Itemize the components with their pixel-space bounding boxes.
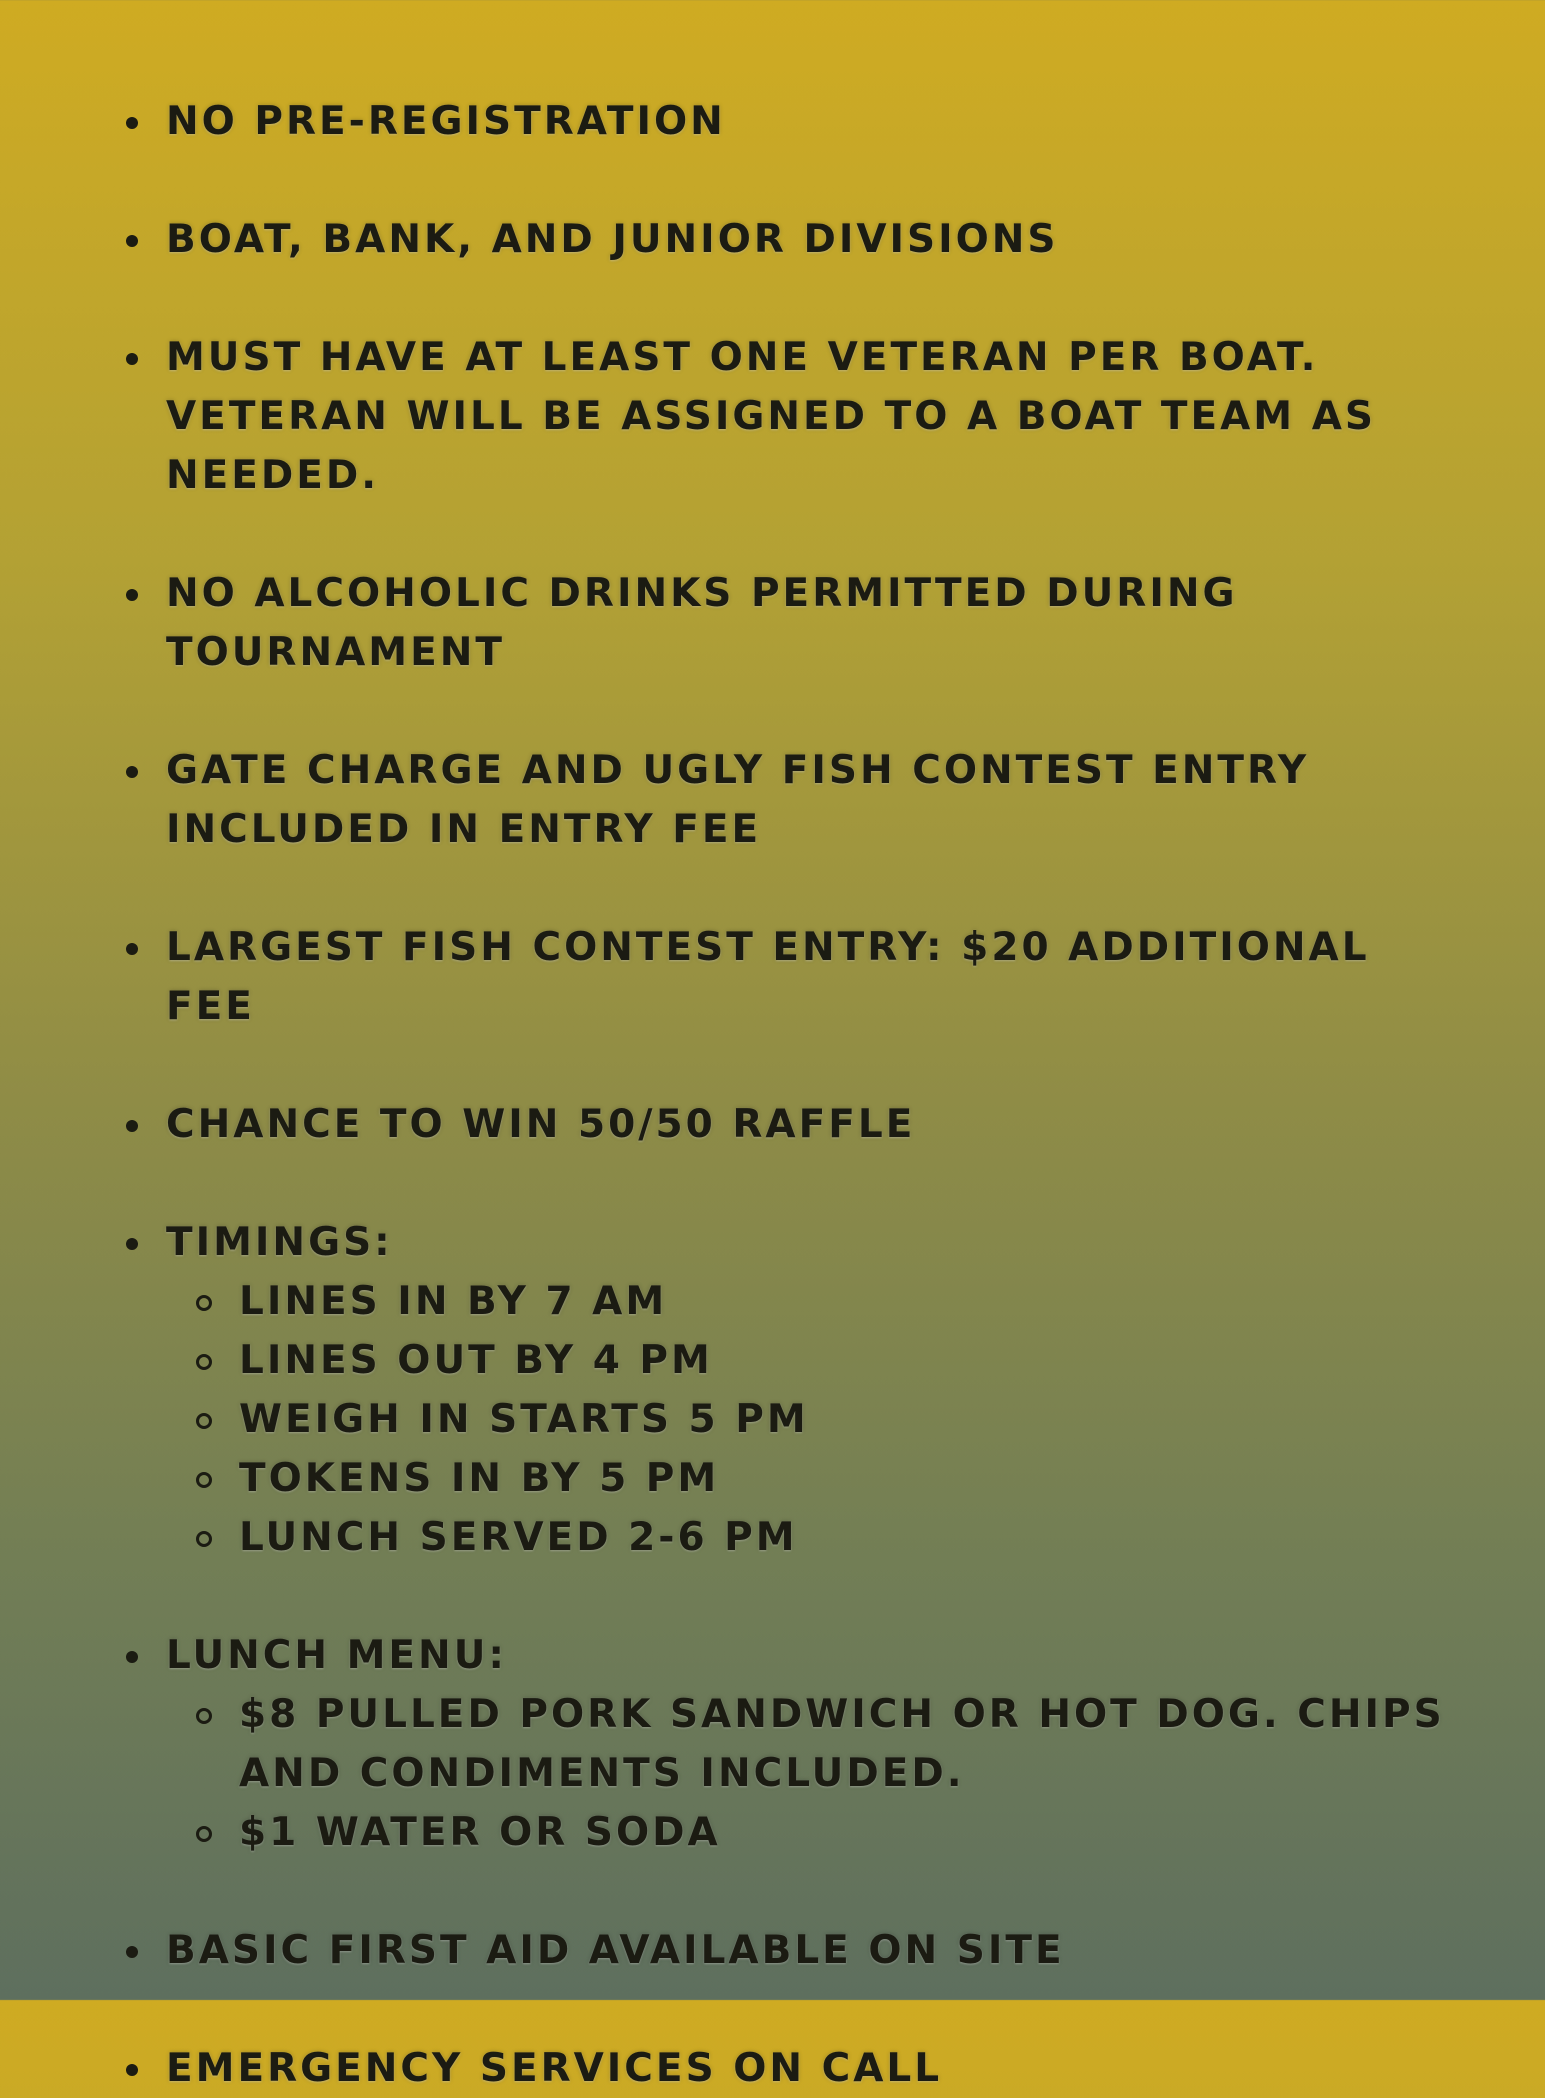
lunch-menu-item bbox=[122, 1626, 1465, 1862]
lunch-menu-list bbox=[166, 1685, 1465, 1862]
lunch-menu-label: LUNCH MENU: bbox=[166, 1633, 507, 1678]
timing-text: WEIGH IN STARTS 5 PM bbox=[239, 1397, 809, 1442]
rule-item bbox=[122, 564, 1465, 682]
rule-text: BASIC FIRST AID AVAILABLE ON SITE bbox=[166, 1928, 1065, 1973]
rule-text: LARGEST FISH CONTEST ENTRY: $20 ADDITIONAL FEE bbox=[166, 925, 1370, 1029]
rule-item bbox=[122, 1921, 1465, 1980]
rule-item bbox=[122, 328, 1465, 505]
rule-item bbox=[122, 92, 1465, 151]
timing-text: LINES IN BY 7 AM bbox=[239, 1279, 668, 1324]
rule-text: BOAT, BANK, AND JUNIOR DIVISIONS bbox=[166, 217, 1059, 262]
menu-text: $1 WATER OR SODA bbox=[239, 1810, 721, 1855]
rule-text: NO PRE-REGISTRATION bbox=[166, 99, 726, 144]
timing-item bbox=[166, 1272, 1465, 1331]
rule-text: MUST HAVE AT LEAST ONE VETERAN PER BOAT. VETERAN WILL BE ASSIGNED TO A BOAT TEAM AS NEEDED. bbox=[166, 335, 1376, 498]
timings-list bbox=[166, 1272, 1465, 1567]
rule-item bbox=[122, 210, 1465, 269]
menu-item bbox=[166, 1803, 1465, 1862]
timing-item bbox=[166, 1508, 1465, 1567]
timing-item bbox=[166, 1449, 1465, 1508]
timing-item bbox=[166, 1390, 1465, 1449]
rules-list bbox=[122, 92, 1465, 2098]
timing-text: LUNCH SERVED 2-6 PM bbox=[239, 1515, 798, 1560]
rule-item bbox=[122, 1095, 1465, 1154]
menu-item bbox=[166, 1685, 1465, 1803]
timing-text: TOKENS IN BY 5 PM bbox=[239, 1456, 720, 1501]
rule-item bbox=[122, 741, 1465, 859]
timing-text: LINES OUT BY 4 PM bbox=[239, 1338, 713, 1383]
rule-item bbox=[122, 918, 1465, 1036]
rule-text: EMERGENCY SERVICES ON CALL bbox=[166, 2046, 943, 2091]
rule-text: NO ALCOHOLIC DRINKS PERMITTED DURING TOURNAMENT bbox=[166, 571, 1238, 675]
rule-text: GATE CHARGE AND UGLY FISH CONTEST ENTRY INCLUDED IN ENTRY FEE bbox=[166, 748, 1310, 852]
timing-item bbox=[166, 1331, 1465, 1390]
timings-label: TIMINGS: bbox=[166, 1220, 393, 1265]
rule-text: CHANCE TO WIN 50/50 RAFFLE bbox=[166, 1102, 916, 1147]
menu-text: $8 PULLED PORK SANDWICH OR HOT DOG. CHIPS AND CONDIMENTS INCLUDED. bbox=[239, 1692, 1445, 1796]
timings-item bbox=[122, 1213, 1465, 1567]
rule-item bbox=[122, 2039, 1465, 2098]
